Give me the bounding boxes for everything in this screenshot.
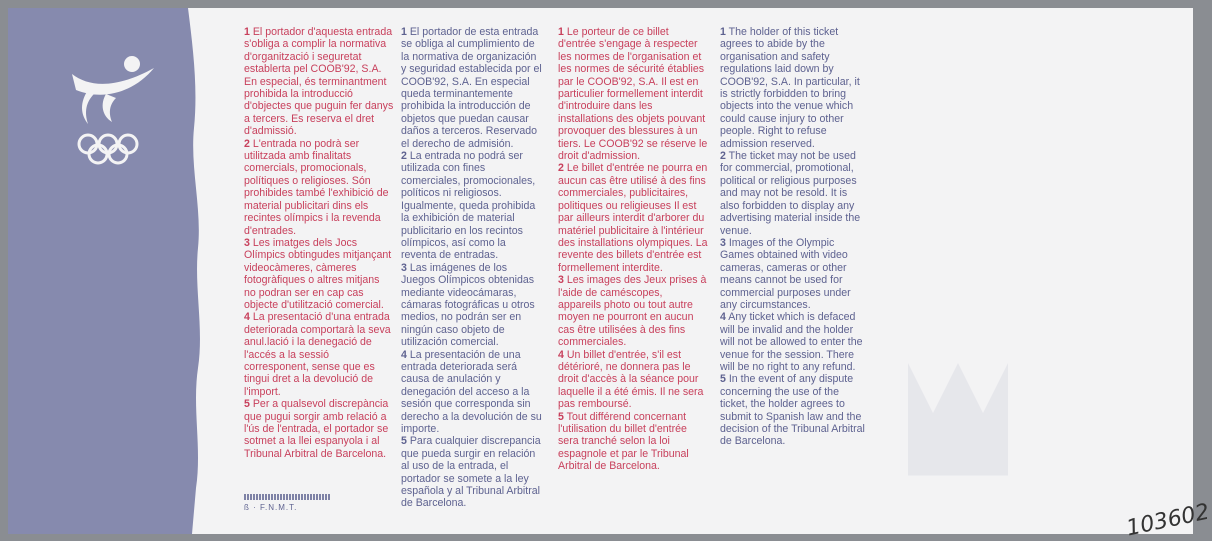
condition-number: 5 (720, 373, 726, 386)
condition-text: L'entrada no podrà ser utilitzada amb finalitats comercials, promocionals, polítiques o religioses. Són prohibides també l'exhibició de material publicitari dins els recintes olímpics i la revenda d'entrades. (244, 137, 389, 237)
condition-paragraph (401, 150, 544, 262)
condition-text: La presentación de una entrada deteriorada será causa de anulación y denegación del acceso a la sesión que corresponda sin derecho a la devolución de su importe. (401, 348, 542, 435)
condition-paragraph (720, 237, 868, 311)
condition-paragraph (558, 411, 708, 473)
condition-text: In the event of any dispute concerning the use of the ticket, the holder agrees to submit to Spanish law and the decision of the Tribunal Arbitral de Barcelona. (720, 373, 865, 448)
condition-paragraph (558, 349, 708, 411)
condition-text: Un billet d'entrée, s'il est détérioré, ne donnera pas le droit d'accès à la séance pour laquelle il a été émis. Il ne sera pas remboursé. (558, 348, 704, 411)
printer-bars (244, 494, 330, 500)
condition-number: 3 (244, 236, 250, 249)
condition-text: Images of the Olympic Games obtained with video cameras, cameras or other means cannot be used for commercial purposes under any circumstances. (720, 236, 851, 311)
condition-number: 1 (244, 26, 250, 38)
barcelona-92-emblem (66, 50, 166, 175)
condition-text: Per a qualsevol discrepància que pugui sorgir amb relació a l'ús de l'entrada, el portador se sotmet a la llei espanyola i al Tribunal Arbitral de Barcelona. (244, 398, 389, 460)
condition-text: El portador d'aquesta entrada s'obliga a complir la normativa d'organització i seguretat establerta pel COOB'92, S.A. En especial, és terminantment prohibida la introducció d'objectes que puguin fer danys a tercers. Es reserva el dret d'admissió. (244, 26, 394, 138)
condition-number: 4 (558, 348, 564, 361)
spanish-conditions (401, 26, 544, 510)
english-conditions (720, 26, 868, 448)
condition-paragraph (720, 311, 868, 373)
condition-paragraph (244, 311, 394, 398)
condition-paragraph (720, 373, 868, 447)
condition-number: 4 (401, 348, 407, 361)
condition-number: 4 (720, 311, 726, 324)
condition-number: 3 (401, 261, 407, 274)
serial-number: 103602 (1124, 499, 1212, 541)
condition-paragraph (720, 150, 868, 237)
condition-number: 5 (244, 398, 250, 411)
condition-paragraph (558, 274, 708, 348)
condition-text: The holder of this ticket agrees to abide by the organisation and safety regulations laid down by COOB'92, S.A. In particular, it is strictly forbidden to bring objects into the venue which could cause injury to other people. Right to refuse admission reserved. (720, 26, 860, 150)
condition-number: 2 (244, 137, 250, 150)
condition-paragraph (244, 398, 394, 460)
condition-text: Les images des Jeux prises à l'aide de caméscopes, appareils photo ou tout autre moyen ne pourront en aucun cas être utilisées à des fins commerciales. (558, 274, 707, 349)
condition-text: La presentació d'una entrada deteriorada comportarà la seva anul.lació i la denegació de l'accés a la sessió corresponent, sense que es tingui dret a la devolució de l'import. (244, 311, 391, 398)
emblem-watermark (888, 338, 1028, 488)
catalan-conditions (244, 26, 394, 460)
condition-paragraph (720, 26, 868, 150)
condition-paragraph (244, 237, 394, 311)
condition-text: El portador de esta entrada se obliga al cumplimiento de la normativa de organización y seguridad establecida por el COOB'92, S.A. En especial queda terminantemente prohibida la introducción de objetos que puedan causar daños a terceros. Reservado el derecho de admisión. (401, 26, 542, 150)
condition-text: The ticket may not be used for commercial, promotional, political or religious purposes and may not be resold. It is also forbidden to display any advertising material inside the venue. (720, 150, 861, 237)
condition-number: 4 (244, 311, 250, 324)
condition-number: 2 (401, 150, 407, 163)
condition-number: 1 (720, 26, 726, 38)
condition-number: 3 (720, 236, 726, 249)
condition-text: Les imatges dels Jocs Olímpics obtingudes mitjançant videocàmeres, càmeres fotogràfiques o altres mitjans no podran ser en cap cas objecte d'utilització comercial. (244, 236, 392, 311)
condition-paragraph (401, 435, 544, 509)
condition-text: Le porteur de ce billet d'entrée s'engage à respecter les normes de l'organisation et les normes de sécurité établies par le COOB'92, S.A. Il est en particulier formellement interdit d'introduire dans les installations des objets pouvant provoquer des blessures à un tiers. Le COOB'92 se réserve le droit d'admission. (558, 26, 708, 163)
printer-mark (244, 494, 330, 512)
ticket-back (8, 8, 1212, 541)
condition-number: 2 (720, 150, 726, 163)
french-conditions (558, 26, 708, 473)
condition-number: 2 (558, 162, 564, 175)
condition-text: Para cualquier discrepancia que pueda surgir en relación al uso de la entrada, el portador se somete a la ley española y al Tribunal Arbitral de Barcelona. (401, 435, 541, 510)
condition-number: 1 (558, 26, 564, 38)
condition-number: 3 (558, 274, 564, 287)
condition-number: 5 (558, 410, 564, 423)
condition-paragraph (558, 162, 708, 274)
condition-text: Le billet d'entrée ne pourra en aucun cas être utilisé à des fins commerciales, publicitaires, politiques ou religieuses Il est par ailleurs interdit d'arborer du matériel publicitaire à l'intérieur des installations olympiques. La revente des billets d'entrée est formellement interdite. (558, 162, 708, 274)
olympic-rings-icon (79, 135, 137, 163)
printer-mark-text: ß · F.N.M.T. (244, 503, 298, 512)
condition-paragraph (244, 26, 394, 138)
condition-text: Las imágenes de los Juegos Olímpicos obtenidas mediante videocámaras, cámaras fotográficas u otros medios, no podrán ser en ningún caso objeto de utilización comercial. (401, 261, 535, 349)
condition-text: Tout différend concernant l'utilisation du billet d'entrée sera tranché selon la loi espagnole et par le Tribunal Arbitral de Barcelona. (558, 410, 689, 473)
condition-text: La entrada no podrá ser utilizada con fines comerciales, promocionales, políticos ni religiosos. Igualmente, queda prohibida la exhibición de material publicitario en los recintos olímpicos, así como la reventa de entradas. (401, 150, 536, 262)
condition-paragraph (401, 262, 544, 349)
condition-text: Any ticket which is defaced will be invalid and the holder will not be allowed to enter the venue for the session. There will be no right to any refund. (720, 311, 863, 373)
condition-number: 5 (401, 435, 407, 448)
condition-paragraph (244, 138, 394, 237)
condition-paragraph (558, 26, 708, 162)
condition-paragraph (401, 26, 544, 150)
condition-number: 1 (401, 26, 407, 38)
condition-paragraph (401, 349, 544, 436)
